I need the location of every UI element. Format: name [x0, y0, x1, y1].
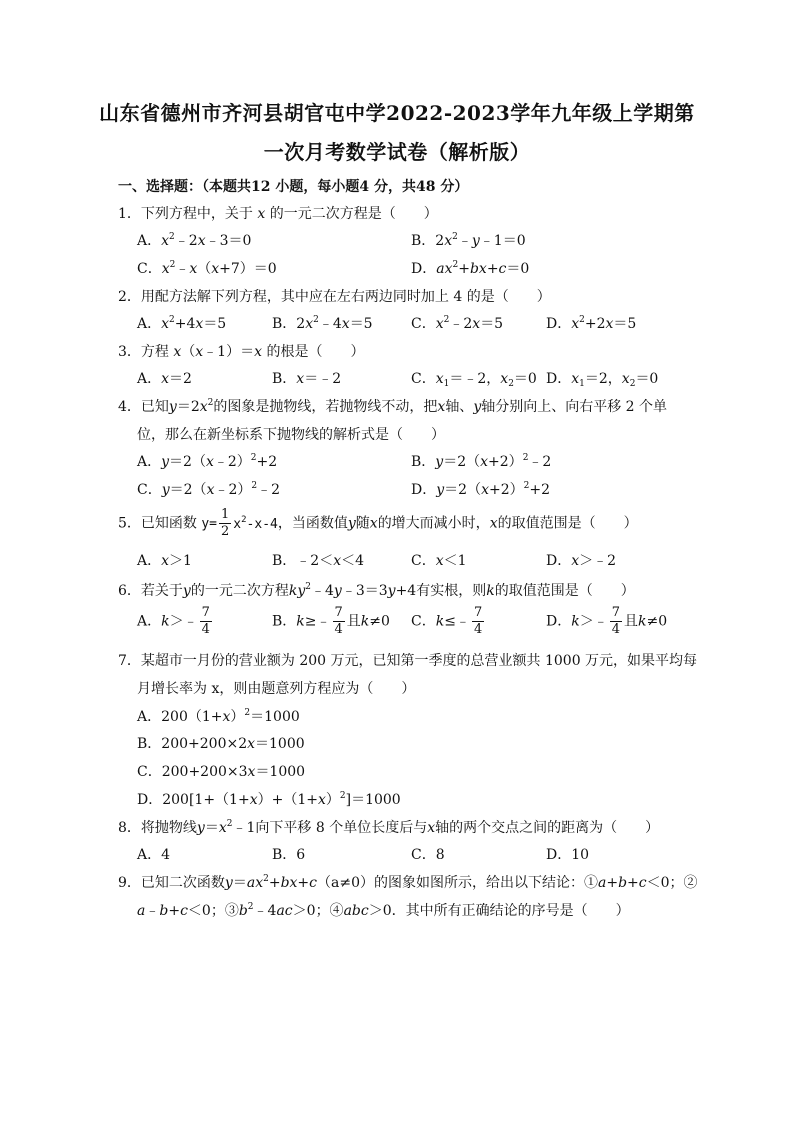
question-3: 3．方程 x（x﹣1）＝x 的根是（ ） — [118, 344, 365, 360]
question-1: 1．下列方程中，关于 x 的一元二次方程是（ ） — [118, 206, 438, 222]
q3-option-c: C．$x_1=﹣2$，$x_2=0$ — [411, 371, 537, 389]
q6-option-b: B．k≥﹣ $\frac{7}{4}$ 且k≠0 — [272, 605, 390, 637]
fraction-one-half: $\frac{1}{2}$ — [221, 507, 230, 539]
q4-option-a: A．y＝2（x﹣2）$^2$+2 — [137, 453, 278, 470]
question-6: 6．若关于y的一元二次方程$ky^2﹣4y﹣3=3y+4$有实根，则k的取值范围是（ ） — [118, 582, 635, 599]
q2-option-d: D．$x^2+2x=5$ — [546, 315, 637, 332]
q8-option-b: B．6 — [272, 847, 306, 863]
q2-option-c: C．$x^2﹣2x=5$ — [411, 315, 504, 332]
question-2: 2．用配方法解下列方程，其中应在左右两边同时加上 4 的是（ ） — [118, 289, 551, 305]
question-9-line-1: 9．已知二次函数$y=ax^2+bx+c(a\ne 0)$的图象如图所示，给出以下结论：①a+b+c＜0；② — [118, 874, 698, 891]
q1-option-c: C．$x^2﹣x(x+7)=0$ — [137, 260, 277, 277]
exam-title-line-2: 一次月考数学试卷（解析版） — [263, 140, 531, 164]
q8-option-d: D．10 — [546, 847, 590, 863]
q8-option-c: C．8 — [411, 847, 445, 863]
q8-option-a: A．4 — [137, 847, 171, 863]
q5-option-a: A．x＞1 — [137, 553, 192, 569]
q7-option-a: A．$200(1+x)^2=1000$ — [137, 708, 300, 725]
q5-option-c: C．x＜1 — [411, 553, 467, 569]
q7-option-c: C．200+200×3x＝1000 — [137, 764, 306, 780]
q4-option-c: C．y＝2（x﹣2）$^2$﹣2 — [137, 481, 281, 498]
question-7-line-1: 7．某超市一月份的营业额为 200 万元，已知第一季度的总营业额共 1000 万元，如果平均每 — [118, 653, 698, 669]
question-5: 5．已知函数 y= $\frac{1}{2}$ $x^2-x-4$，当函数值y随x的增大而减小时，x的取值范围是（ ） — [118, 507, 638, 539]
section-heading: 一、选择题：（本题共12 小题，每小题4 分，共48 分） — [118, 179, 469, 195]
question-7-line-2: 月增长率为 x，则由题意列方程应为（ ） — [137, 681, 416, 697]
q2-option-b: B．$2x^2﹣4x=5$ — [272, 315, 373, 332]
q1-option-b: B．$2x^2﹣y﹣1=0$ — [411, 232, 526, 249]
q1-option-a: A．$x^2﹣2x﹣3=0$ — [137, 232, 252, 249]
question-4-line-2: 位，那么在新坐标系下抛物线的解析式是（ ） — [137, 427, 445, 443]
q5-option-b: B．﹣2＜x＜4 — [272, 553, 365, 569]
exam-title-line-1: 山东省德州市齐河县胡官屯中学2022-2023学年九年级上学期第 — [99, 101, 695, 125]
question-9-line-2: a﹣b+c＜0；$③b^2﹣4ac>0$；④abc＞0．其中所有正确结论的序号是（ ） — [137, 902, 630, 919]
q7-option-b: B．200+200×2x＝1000 — [137, 736, 305, 752]
q3-option-b: B．x＝﹣2 — [272, 371, 342, 387]
question-8: 8．将抛物线$y=x^2﹣1$向下平移 8 个单位长度后与x轴的两个交点之间的距离为（ ） — [118, 819, 660, 836]
q3-option-d: D．$x_1=2$，$x_2=0$ — [546, 371, 659, 389]
q6-option-c: C．k≤﹣ $\frac{7}{4}$ — [411, 605, 483, 637]
q6-option-d: D．k＞﹣ $\frac{7}{4}$ 且k≠0 — [546, 605, 668, 637]
q7-option-d: D．$200[1+(1+x)+(1+x)^2]=1000$ — [137, 791, 401, 808]
q4-option-b: B．$y=2(x+2)^2﹣2$ — [411, 453, 552, 470]
question-4-line-1: 4．已知$y=2x^2$的图象是抛物线，若抛物线不动，把x轴、y轴分别向上、向右平移 2 个单 — [118, 398, 668, 415]
q6-option-a: A．k＞﹣ $\frac{7}{4}$ — [137, 605, 210, 637]
q5-option-d: D．x＞﹣2 — [546, 553, 617, 569]
q3-option-a: A．x＝2 — [137, 371, 192, 387]
q1-option-d: D．$ax^2+bx+c=0$ — [411, 260, 530, 277]
q4-option-d: D．$y=2(x+2)^2+2$ — [411, 481, 550, 498]
q2-option-a: A．$x^2+4x=5$ — [137, 315, 227, 332]
